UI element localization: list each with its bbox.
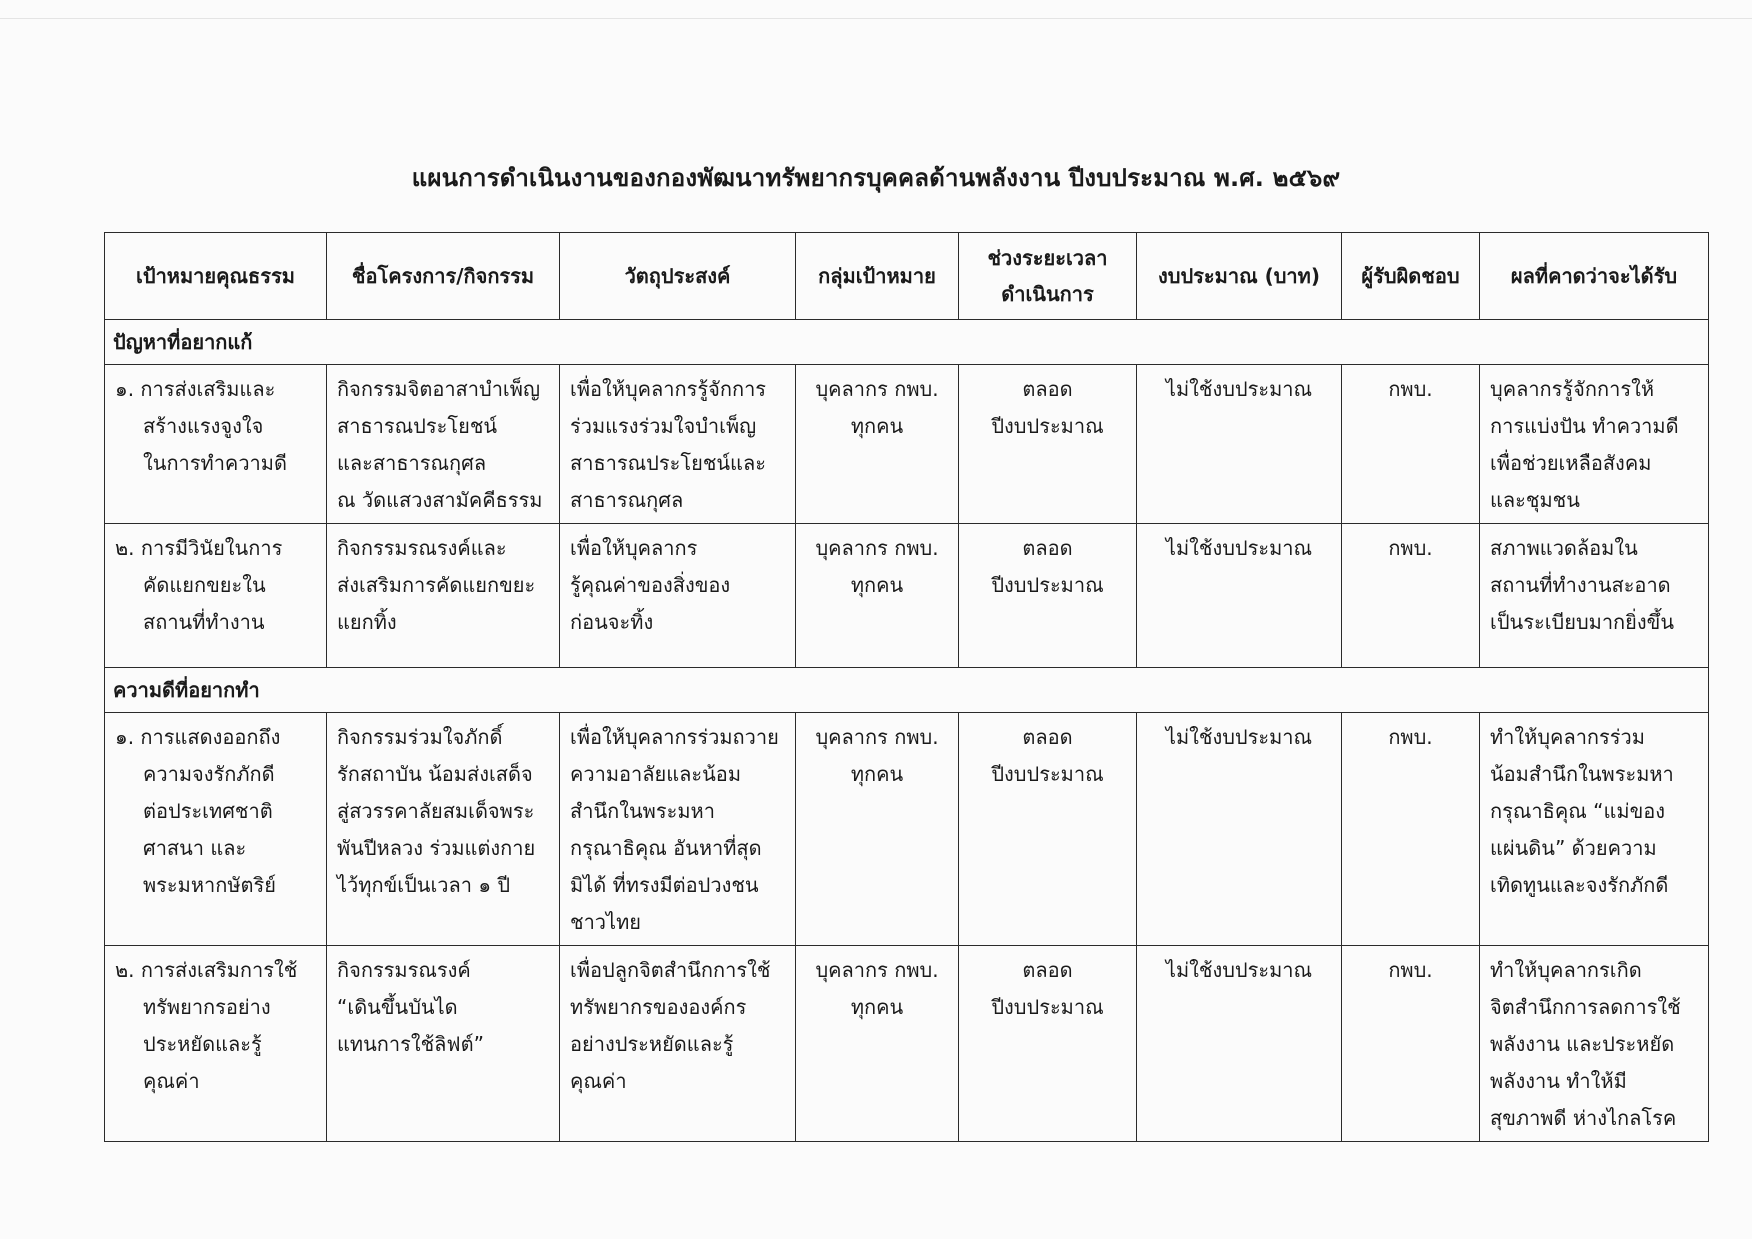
cell-line: ปีงบประมาณ [991, 573, 1104, 597]
cell-project [327, 365, 560, 524]
document-title: แผนการดำเนินงานของกองพัฒนาทรัพยากรบุคคลด้านพลังงาน ปีงบประมาณ พ.ศ. ๒๕๖๙ [411, 164, 1341, 192]
cell-line: ทำให้บุคลากรร่วม [1490, 725, 1645, 749]
header-owner: ผู้รับผิดชอบ [1342, 233, 1480, 320]
cell-period [959, 713, 1137, 946]
cell-line: ทุกคน [850, 762, 904, 786]
cell-line: ๑. การแสดงออกถึง [115, 725, 281, 749]
cell-line: คัดแยกขยะใน [143, 573, 266, 597]
cell-objective [560, 365, 796, 524]
cell-line: ร่วมแรงร่วมใจบำเพ็ญ [570, 414, 757, 438]
cell-result [1480, 365, 1709, 524]
cell-line: กิจกรรมจิตอาสาบำเพ็ญ [337, 377, 540, 401]
cell-objective [560, 946, 796, 1142]
cell-budget: ไม่ใช้งบประมาณ [1137, 524, 1342, 668]
cell-line: กิจกรรมรณรงค์ [337, 958, 471, 982]
cell-line: ตลอด [1022, 958, 1073, 982]
cell-line: กิจกรรมร่วมใจภักดิ์ [337, 725, 503, 749]
cell-line: รักสถาบัน น้อมส่งเสด็จ [337, 762, 533, 786]
cell-line: ๑. การส่งเสริมและ [115, 377, 276, 401]
cell-budget: ไม่ใช้งบประมาณ [1137, 946, 1342, 1142]
cell-target [796, 713, 959, 946]
cell-line: อย่างประหยัดและรู้ [570, 1032, 734, 1056]
cell-line: ความจงรักภักดี [143, 762, 275, 786]
cell-line: และชุมชน [1490, 488, 1580, 512]
cell-line: สุขภาพดี ห่างไกลโรค [1490, 1106, 1677, 1130]
cell-line: คุณค่า [143, 1069, 200, 1093]
cell-result [1480, 946, 1709, 1142]
cell-line: ต่อประเทศชาติ [143, 799, 273, 823]
cell-line: บุคลากรรู้จักการให้ [1490, 377, 1655, 401]
header-goal: เป้าหมายคุณธรรม [105, 233, 327, 320]
cell-line: กรุณาธิคุณ “แม่ของ [1490, 799, 1666, 823]
cell-line: แทนการใช้ลิฟต์” [337, 1032, 484, 1056]
cell-result [1480, 524, 1709, 668]
cell-goal [105, 713, 327, 946]
cell-line: มิได้ ที่ทรงมีต่อปวงชน [570, 873, 759, 897]
cell-line: ปีงบประมาณ [991, 995, 1104, 1019]
cell-target [796, 365, 959, 524]
header-target: กลุ่มเป้าหมาย [796, 233, 959, 320]
section-row-good-deeds [105, 668, 1709, 713]
cell-line: การแบ่งปัน ทำความดี [1490, 414, 1679, 438]
table-row [105, 365, 1709, 524]
cell-line: ประหยัดและรู้ [143, 1032, 262, 1056]
header-period [959, 233, 1137, 320]
cell-line: ทุกคน [850, 995, 904, 1019]
cell-line: น้อมสำนึกในพระมหา [1490, 762, 1674, 786]
section-title: ความดีที่อยากทำ [105, 668, 1709, 713]
cell-owner: กพบ. [1342, 524, 1480, 668]
header-budget: งบประมาณ (บาท) [1137, 233, 1342, 320]
cell-objective [560, 524, 796, 668]
cell-line: บุคลากร กพบ. [815, 958, 939, 982]
cell-target [796, 946, 959, 1142]
cell-line: กรุณาธิคุณ อันหาที่สุด [570, 836, 762, 860]
cell-target [796, 524, 959, 668]
cell-owner: กพบ. [1342, 365, 1480, 524]
cell-line: รู้คุณค่าของสิ่งของ [570, 573, 731, 597]
cell-line: ตลอด [1022, 377, 1073, 401]
cell-line: พลังงาน ทำให้มี [1490, 1069, 1627, 1093]
cell-line: และสาธารณกุศล [337, 451, 487, 475]
cell-line: ๒. การมีวินัยในการ [115, 536, 283, 560]
cell-line: ทำให้บุคลากรเกิด [1490, 958, 1642, 982]
plan-table [104, 232, 1709, 1142]
cell-line: ทุกคน [850, 573, 904, 597]
header-project: ชื่อโครงการ/กิจกรรม [327, 233, 560, 320]
header-objective: วัตถุประสงค์ [560, 233, 796, 320]
cell-project [327, 946, 560, 1142]
cell-goal [105, 524, 327, 668]
cell-period [959, 946, 1137, 1142]
cell-line: ความอาลัยและน้อม [570, 762, 741, 786]
cell-line: ทรัพยากรอย่าง [143, 995, 271, 1019]
cell-line: ส่งเสริมการคัดแยกขยะ [337, 573, 536, 597]
cell-period [959, 365, 1137, 524]
cell-budget: ไม่ใช้งบประมาณ [1137, 713, 1342, 946]
cell-line: แยกทิ้ง [337, 610, 397, 634]
scan-edge-line [0, 18, 1752, 19]
cell-line: ทรัพยากรขององค์กร [570, 995, 747, 1019]
cell-budget: ไม่ใช้งบประมาณ [1137, 365, 1342, 524]
cell-line: ปีงบประมาณ [991, 762, 1104, 786]
cell-line: พระมหากษัตริย์ [143, 873, 277, 897]
cell-objective [560, 713, 796, 946]
section-title: ปัญหาที่อยากแก้ [105, 320, 1709, 365]
cell-owner: กพบ. [1342, 946, 1480, 1142]
cell-line: เพื่อปลูกจิตสำนึกการใช้ [570, 958, 771, 982]
cell-line: สาธารณกุศล [570, 488, 684, 512]
header-period-line2: ดำเนินการ [1001, 282, 1094, 306]
cell-line: บุคลากร กพบ. [815, 536, 939, 560]
cell-line: ไว้ทุกข์เป็นเวลา ๑ ปี [337, 873, 511, 897]
cell-line: คุณค่า [570, 1069, 627, 1093]
cell-line: ศาสนา และ [143, 836, 247, 860]
cell-period [959, 524, 1137, 668]
cell-line: พันปีหลวง ร่วมแต่งกาย [337, 836, 536, 860]
section-row-problems [105, 320, 1709, 365]
cell-project [327, 713, 560, 946]
cell-line: สร้างแรงจูงใจ [143, 414, 264, 438]
header-result: ผลที่คาดว่าจะได้รับ [1480, 233, 1709, 320]
cell-line: ในการทำความดี [143, 451, 287, 475]
cell-line: ทุกคน [850, 414, 904, 438]
cell-line: แผ่นดิน” ด้วยความ [1490, 836, 1657, 860]
cell-line: สถานที่ทำงาน [143, 610, 265, 634]
table-row [105, 713, 1709, 946]
cell-line: บุคลากร กพบ. [815, 725, 939, 749]
cell-line: ณ วัดแสวงสามัคคีธรรม [337, 488, 543, 512]
cell-line: จิตสำนึกการลดการใช้ [1490, 995, 1681, 1019]
cell-line: สำนึกในพระมหา [570, 799, 715, 823]
cell-line: สภาพแวดล้อมใน [1490, 536, 1638, 560]
cell-line: เพื่อช่วยเหลือสังคม [1490, 451, 1652, 475]
cell-result [1480, 713, 1709, 946]
cell-line: สู่สวรรคาลัยสมเด็จพระ [337, 799, 535, 823]
cell-line: พลังงาน และประหยัด [1490, 1032, 1675, 1056]
cell-line: สาธารณประโยชน์ [337, 414, 498, 438]
cell-line: ตลอด [1022, 725, 1073, 749]
cell-goal [105, 946, 327, 1142]
cell-line: สถานที่ทำงานสะอาด [1490, 573, 1671, 597]
cell-line: ชาวไทย [570, 910, 641, 934]
cell-line: ตลอด [1022, 536, 1073, 560]
cell-line: เพื่อให้บุคลากรรู้จักการ [570, 377, 767, 401]
header-period-line1: ช่วงระยะเวลา [987, 246, 1108, 270]
cell-line: ปีงบประมาณ [991, 414, 1104, 438]
table-row [105, 524, 1709, 668]
header-row [105, 233, 1709, 320]
cell-project [327, 524, 560, 668]
cell-line: “เดินขึ้นบันได [337, 995, 458, 1019]
cell-owner: กพบ. [1342, 713, 1480, 946]
cell-line: เทิดทูนและจงรักภักดี [1490, 873, 1669, 897]
cell-line: ก่อนจะทิ้ง [570, 610, 654, 634]
table-row [105, 946, 1709, 1142]
cell-line: สาธารณประโยชน์และ [570, 451, 766, 475]
cell-line: บุคลากร กพบ. [815, 377, 939, 401]
cell-goal [105, 365, 327, 524]
cell-line: กิจกรรมรณรงค์และ [337, 536, 507, 560]
cell-line: เพื่อให้บุคลากร [570, 536, 698, 560]
cell-line: เป็นระเบียบมากยิ่งขึ้น [1490, 610, 1674, 634]
cell-line: เพื่อให้บุคลากรร่วมถวาย [570, 725, 779, 749]
cell-line: ๒. การส่งเสริมการใช้ [115, 958, 298, 982]
